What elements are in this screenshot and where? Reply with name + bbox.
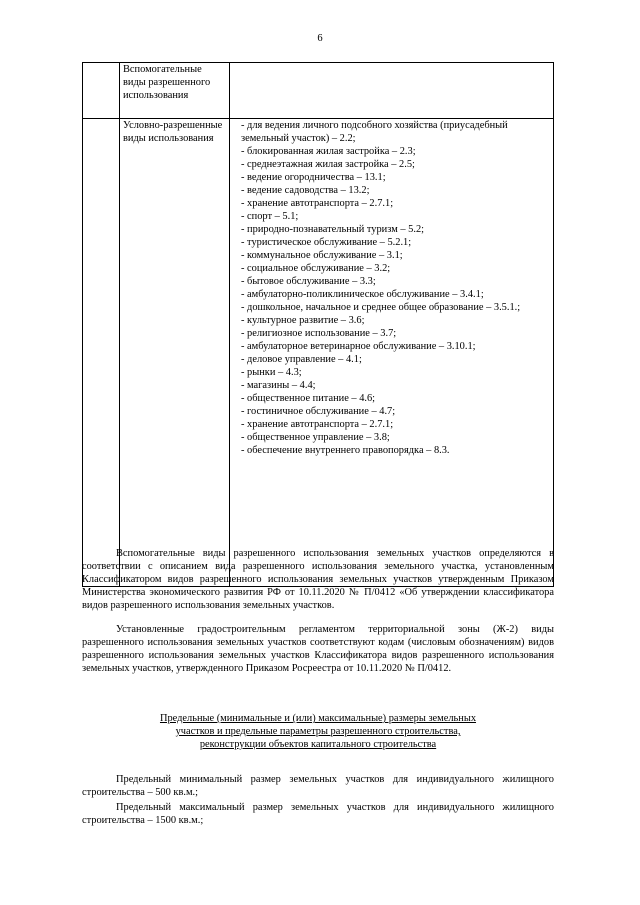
conditional-uses-label: Условно-разрешенные виды использования xyxy=(120,119,230,587)
auxiliary-uses-label: Вспомогательные виды разрешенного использования xyxy=(120,63,230,119)
conditional-uses-list xyxy=(233,119,550,457)
table-cell-empty xyxy=(83,119,120,587)
table-row-auxiliary xyxy=(83,63,554,119)
list-item: - дошкольное, начальное и среднее общее образование – 3.5.1.; xyxy=(241,302,521,313)
list-item: - блокированная жилая застройка – 2.3; xyxy=(241,146,416,157)
list-item: - ведение огородничества – 13.1; xyxy=(241,172,386,183)
auxiliary-uses-content xyxy=(230,63,554,119)
list-item: - социальное обслуживание – 3.2; xyxy=(241,263,391,274)
conditional-uses-content xyxy=(230,119,554,587)
list-item: - туристическое обслуживание – 5.2.1; xyxy=(241,237,412,248)
list-item: - рынки – 4.3; xyxy=(241,367,302,378)
list-item: - религиозное использование – 3.7; xyxy=(241,328,397,339)
paragraph-classifier-codes: Установленные градостроительным регламентом территориальной зоны (Ж-2) виды разрешенного использования земельных участков соответствуют кодам (числовым обозначениям) видов разрешенного использования земельных участков Классификатора видов разрешенного использования земельных участков, утвержденного Приказом Росреестра от 10.11.2020 № П/0412. xyxy=(82,624,554,674)
list-item: - магазины – 4.4; xyxy=(241,380,316,391)
list-item: - амбулаторно-поликлиническое обслуживание – 3.4.1; xyxy=(241,289,484,300)
list-item: - среднеэтажная жилая застройка – 2.5; xyxy=(241,159,415,170)
list-item: - деловое управление – 4.1; xyxy=(241,354,362,365)
list-item: - хранение автотранспорта – 2.7.1; xyxy=(241,419,394,430)
list-item: - хранение автотранспорта – 2.7.1; xyxy=(241,198,394,209)
heading-line: Предельные (минимальные и (или) максимальные) размеры земельных xyxy=(159,713,477,724)
page-number: 6 xyxy=(317,33,323,44)
table-cell-empty xyxy=(83,63,120,119)
heading-line: реконструкции объектов капитального строительства xyxy=(199,739,437,750)
list-item: - коммунальное обслуживание – 3.1; xyxy=(241,250,403,261)
list-item: - для ведения личного подсобного хозяйства (приусадебный земельный участок) – 2.2; xyxy=(241,120,508,144)
list-item: - бытовое обслуживание – 3.3; xyxy=(241,276,376,287)
permitted-use-table xyxy=(82,62,554,587)
list-item: - культурное развитие – 3.6; xyxy=(241,315,365,326)
list-item: - ведение садоводства – 13.2; xyxy=(241,185,370,196)
list-item: - спорт – 5.1; xyxy=(241,211,299,222)
list-item: - природно-познавательный туризм – 5.2; xyxy=(241,224,425,235)
section-heading xyxy=(82,712,554,751)
list-item: - амбулаторное ветеринарное обслуживание – 3.10.1; xyxy=(241,341,476,352)
list-item: - обеспечение внутреннего правопорядка – 8.3. xyxy=(241,445,450,456)
paragraph-auxiliary-uses: Вспомогательные виды разрешенного использования земельных участков определяются в соответствии с описанием вида разрешенного использования земельного участка, установленным Классификатором видов разрешенного использования земельных участков утвержденным Приказом Министерства экономического развития РФ от 10.11.2020 № П/0412 «Об утверждении классификатора видов разрешенного использования земельных участков. xyxy=(82,548,554,611)
paragraph-max-size: Предельный максимальный размер земельных участков для индивидуального жилищного строительства – 1500 кв.м.; xyxy=(82,802,554,826)
list-item: - общественное питание – 4.6; xyxy=(241,393,376,404)
table-row-conditional xyxy=(83,119,554,587)
paragraph-min-size: Предельный минимальный размер земельных участков для индивидуального жилищного строительства – 500 кв.м.; xyxy=(82,774,554,798)
list-item: - гостиничное обслуживание – 4.7; xyxy=(241,406,396,417)
heading-line: участков и предельные параметры разрешенного строительства, xyxy=(175,726,461,737)
list-item: - общественное управление – 3.8; xyxy=(241,432,390,443)
